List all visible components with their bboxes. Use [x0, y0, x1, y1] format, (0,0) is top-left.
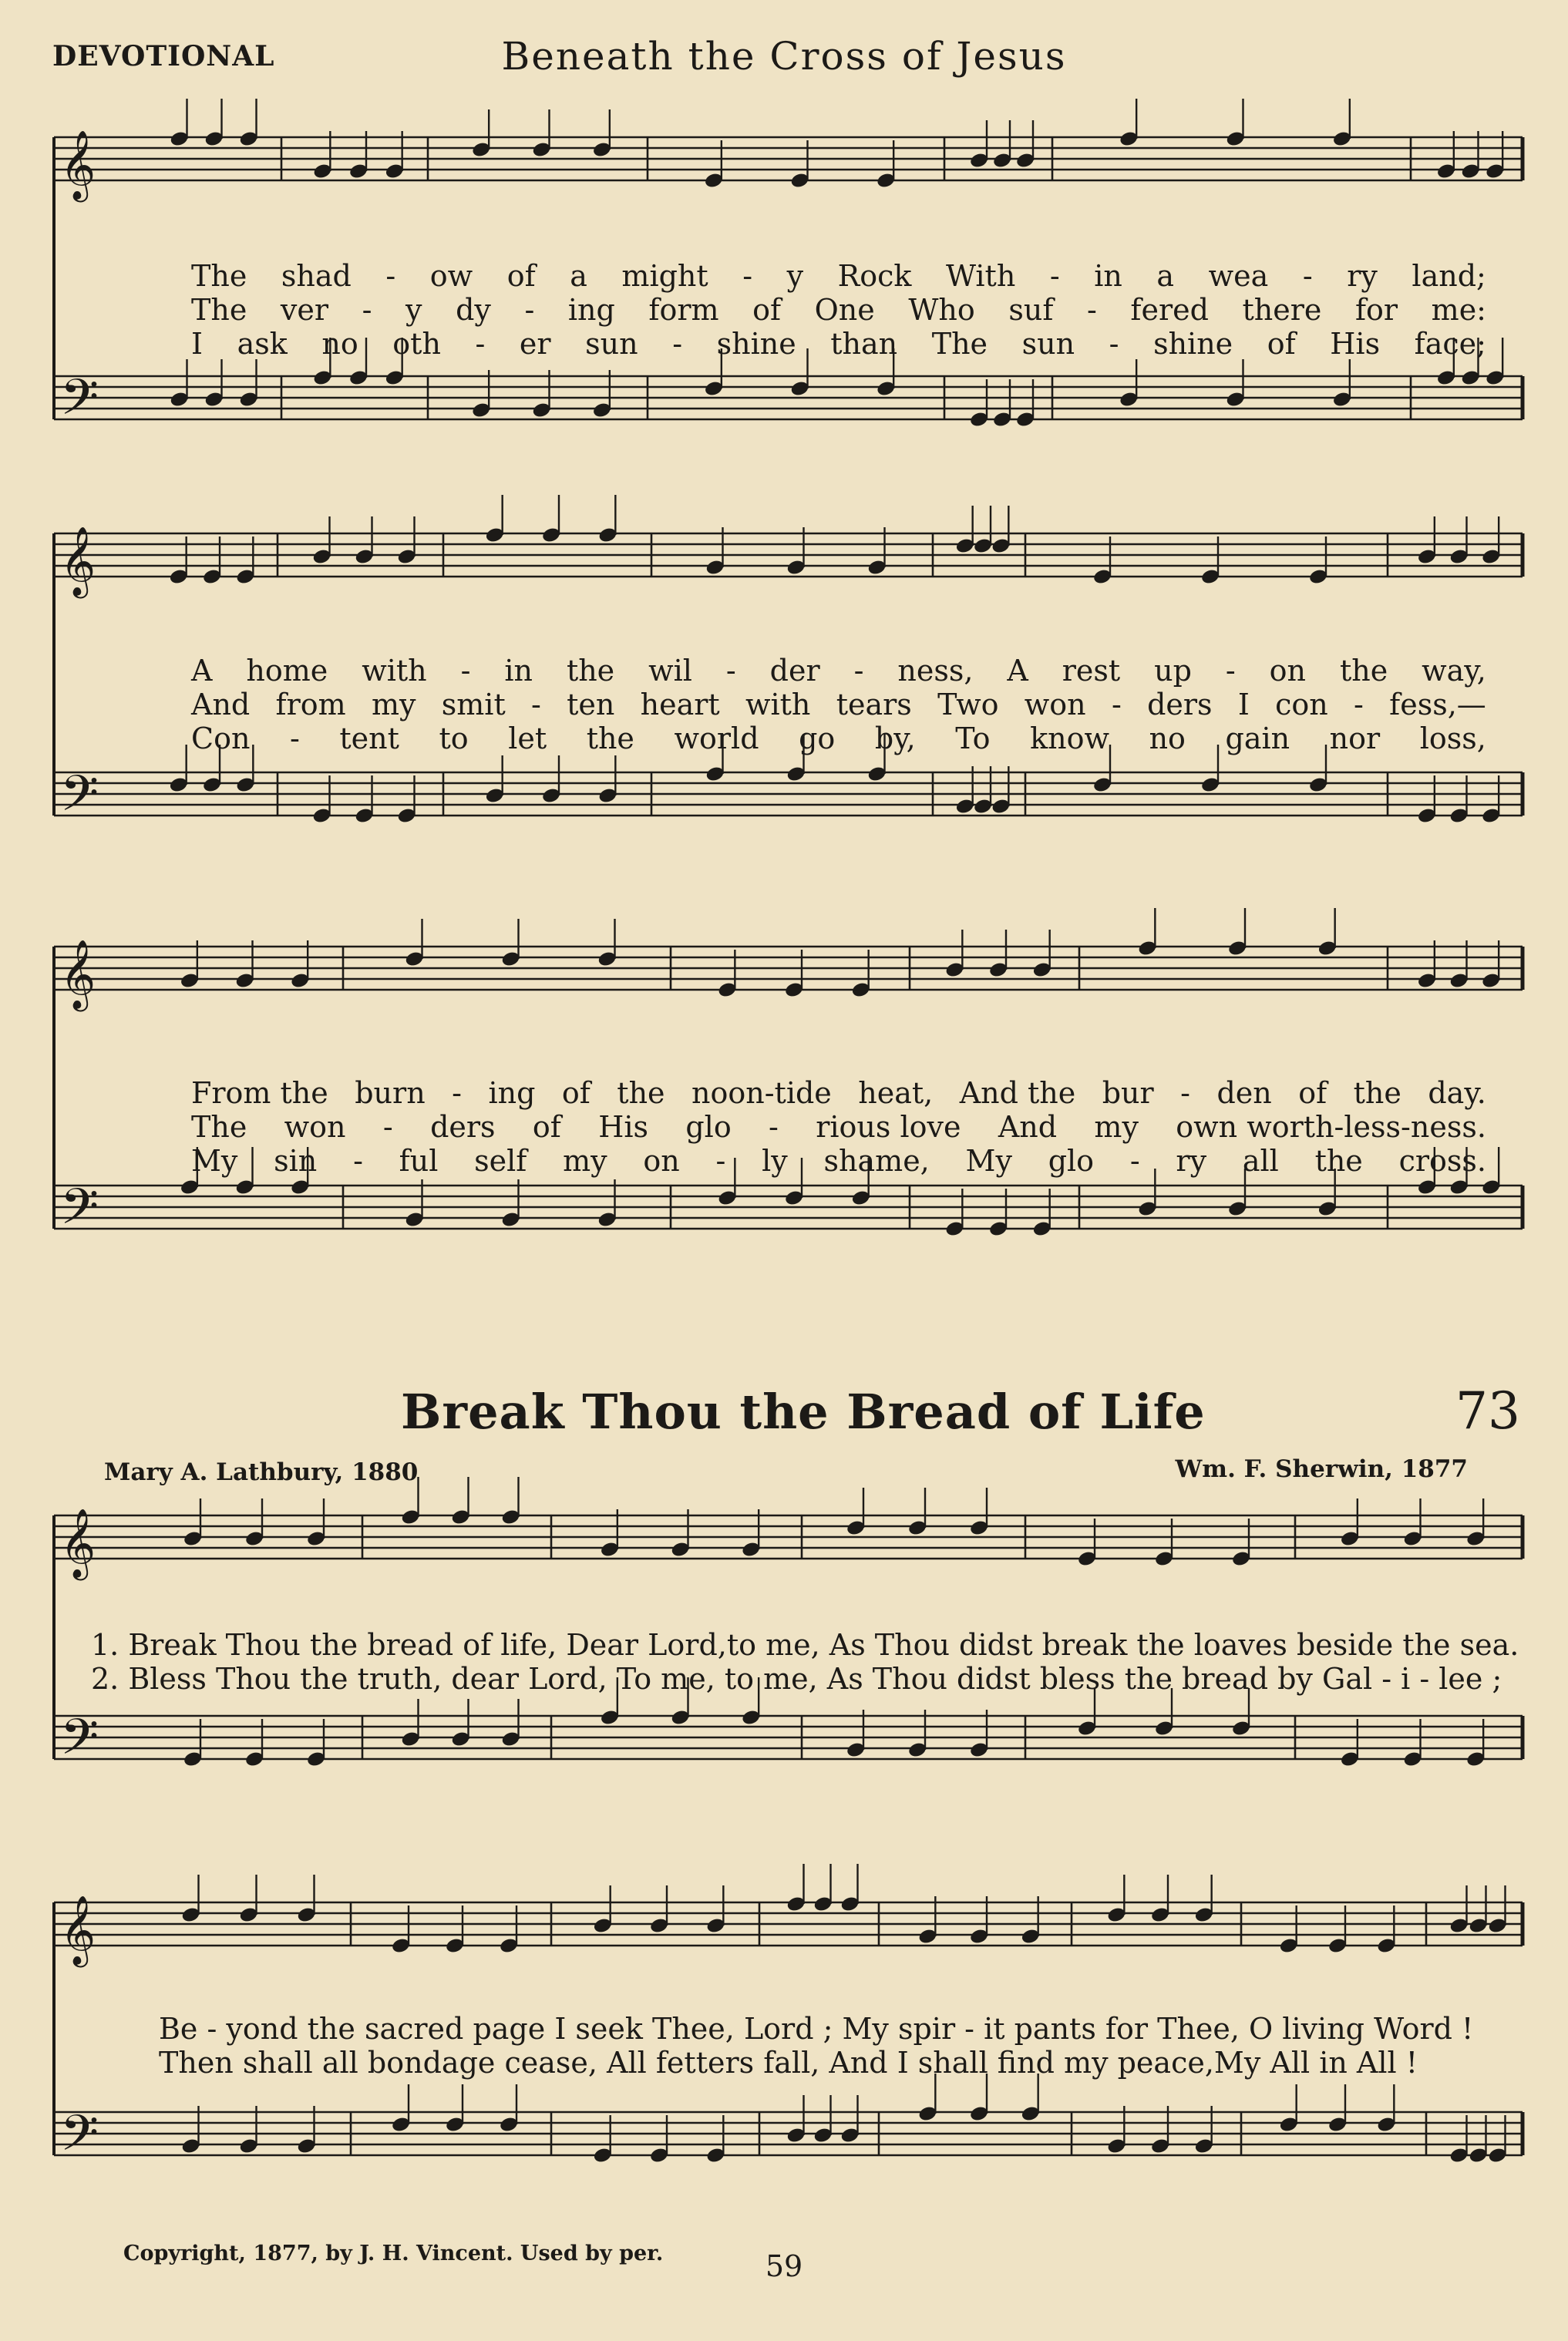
hymn2-composer: Wm. F. Sherwin, 1877 [1175, 1455, 1468, 1483]
lyric-syllable: ders [1147, 688, 1213, 721]
lyric-syllable: - [382, 1110, 393, 1144]
lyric-syllable: me: [1431, 293, 1486, 327]
lyric-syllable: rest [1062, 654, 1121, 688]
hymn1-system1-verse1 [191, 259, 1486, 293]
treble-clef-icon: 𝄞 [60, 1895, 96, 1965]
lyric-syllable: heart [640, 688, 720, 721]
lyric-syllable: no [321, 327, 358, 361]
copyright-notice: Copyright, 1877, by J. H. Vincent. Used by per. [123, 2242, 664, 2265]
lyric-syllable: glo [685, 1110, 732, 1144]
hymn2-author: Mary A. Lathbury, 1880 [104, 1458, 419, 1486]
lyric-syllable: noon-tide [691, 1076, 832, 1110]
lyric-syllable: in [504, 654, 533, 688]
lyric-syllable: - [1225, 654, 1236, 688]
hymn-number: 73 [1455, 1381, 1520, 1441]
lyric-syllable: ders [430, 1110, 496, 1144]
lyric-syllable: A [191, 654, 213, 688]
lyric-syllable: from [275, 688, 346, 721]
lyric-syllable: my [563, 1144, 607, 1178]
lyric-syllable: let [508, 721, 547, 755]
lyric-syllable: the [1314, 1144, 1363, 1178]
lyric-syllable: a [1156, 259, 1175, 293]
lyric-syllable: - [1354, 688, 1364, 721]
lyric-syllable: suf [1008, 293, 1054, 327]
lyric-syllable: ry [1347, 259, 1378, 293]
lyric-syllable: might [621, 259, 708, 293]
hymn2-verse2-line2: Then shall all bondage cease, All fetters fall, And I shall find my peace,My All in All ! [159, 2046, 1418, 2080]
lyric-syllable: wil [648, 654, 692, 688]
lyric-syllable: cross. [1398, 1144, 1486, 1178]
lyric-syllable: of [752, 293, 782, 327]
lyric-syllable: the [586, 721, 634, 755]
lyric-syllable: - [1111, 688, 1122, 721]
lyric-syllable: - [362, 293, 372, 327]
bass-clef-icon: 𝄢 [60, 765, 99, 835]
lyric-syllable: ver [280, 293, 329, 327]
hymn1-system3-verse2 [191, 1110, 1486, 1144]
lyric-syllable: - [1109, 327, 1119, 361]
lyric-syllable: with [745, 688, 811, 721]
lyric-syllable: - [715, 1144, 726, 1178]
lyric-syllable: - [725, 654, 736, 688]
lyric-syllable: with [362, 654, 427, 688]
lyric-syllable: My [965, 1144, 1012, 1178]
lyric-syllable: ly [762, 1144, 788, 1178]
lyric-syllable: wea [1208, 259, 1269, 293]
lyric-syllable: bur [1102, 1076, 1154, 1110]
lyric-syllable: rious love [816, 1110, 961, 1144]
lyric-syllable: er [519, 327, 551, 361]
lyric-syllable: Two [937, 688, 999, 721]
lyric-syllable: - [769, 1110, 779, 1144]
lyric-syllable: a [570, 259, 587, 293]
lyric-syllable: Con [191, 721, 251, 755]
lyric-syllable: there [1242, 293, 1322, 327]
lyric-syllable: To [955, 721, 991, 755]
lyric-syllable: A [1007, 654, 1028, 688]
lyric-syllable: y [405, 293, 422, 327]
lyric-syllable: own worth-less-ness. [1176, 1110, 1486, 1144]
lyric-syllable: From the [191, 1076, 328, 1110]
lyric-syllable: of [561, 1076, 591, 1110]
lyric-syllable: His [598, 1110, 648, 1144]
lyric-syllable: - [531, 688, 541, 721]
hymn1-system2-verse1 [191, 654, 1486, 688]
lyric-syllable: than [830, 327, 898, 361]
lyric-syllable: His [1330, 327, 1381, 361]
lyric-syllable: dy [456, 293, 491, 327]
lyric-syllable: The [931, 327, 988, 361]
bass-clef-icon: 𝄢 [60, 2105, 99, 2175]
lyric-syllable: of [1267, 327, 1296, 361]
lyric-syllable: - [1086, 293, 1097, 327]
lyric-syllable: ry [1176, 1144, 1207, 1178]
lyric-syllable: - [672, 327, 683, 361]
section-label: DEVOTIONAL [52, 40, 275, 72]
lyric-syllable: ten [567, 688, 615, 721]
lyric-syllable: Rock [837, 259, 912, 293]
lyric-syllable: ask [237, 327, 288, 361]
bass-clef-icon: 𝄢 [60, 1709, 99, 1778]
lyric-syllable: the [566, 654, 615, 688]
lyric-syllable: the [1339, 654, 1388, 688]
lyric-syllable: - [385, 259, 396, 293]
lyric-syllable: land; [1412, 259, 1486, 293]
lyric-syllable: all [1242, 1144, 1279, 1178]
treble-clef-icon: 𝄞 [60, 526, 96, 596]
lyric-syllable: in [1094, 259, 1122, 293]
hymn2-verse1-line1: 1. Break Thou the bread of life, Dear Lord,to me, As Thou didst break the loaves beside the sea. [91, 1628, 1519, 1662]
lyric-syllable: on [1269, 654, 1307, 688]
hymn1-system2-verse3 [191, 721, 1486, 755]
lyric-syllable: shad [281, 259, 352, 293]
bass-clef-icon: 𝄢 [60, 1179, 99, 1248]
lyric-syllable: to [439, 721, 469, 755]
lyric-syllable: home [246, 654, 328, 688]
lyric-syllable: - [524, 293, 535, 327]
lyric-syllable: no [1149, 721, 1186, 755]
lyric-syllable: - [853, 654, 864, 688]
lyric-syllable: - [475, 327, 486, 361]
lyric-syllable: - [742, 259, 753, 293]
bass-clef-icon: 𝄢 [60, 369, 99, 439]
lyric-syllable: - [353, 1144, 363, 1178]
lyric-syllable: my [1094, 1110, 1139, 1144]
lyric-syllable: shine [716, 327, 796, 361]
treble-clef-icon: 𝄞 [60, 940, 96, 1009]
lyric-syllable: ing [488, 1076, 536, 1110]
lyric-syllable: den [1216, 1076, 1272, 1110]
lyric-syllable: of [506, 259, 536, 293]
lyric-syllable: con [1275, 688, 1328, 721]
lyric-syllable: day. [1428, 1076, 1486, 1110]
lyric-syllable: go [799, 721, 836, 755]
lyric-syllable: And [191, 688, 251, 721]
lyric-syllable: shine [1153, 327, 1233, 361]
lyric-syllable: form [648, 293, 719, 327]
lyric-syllable: And the [959, 1076, 1076, 1110]
hymn2-title: Break Thou the Bread of Life [401, 1384, 1206, 1440]
lyric-syllable: One [814, 293, 875, 327]
lyric-syllable: glo [1048, 1144, 1095, 1178]
hymn1-system3-verse3 [191, 1144, 1486, 1178]
lyric-syllable: fered [1130, 293, 1209, 327]
lyric-syllable: won [284, 1110, 346, 1144]
lyric-syllable: heat, [858, 1076, 934, 1110]
lyric-syllable: The [191, 1110, 247, 1144]
lyric-syllable: gain [1225, 721, 1290, 755]
lyric-syllable: sun [1021, 327, 1075, 361]
lyric-syllable: tears [836, 688, 912, 721]
lyric-syllable: ful [399, 1144, 439, 1178]
lyric-syllable: nor [1329, 721, 1381, 755]
hymn1-system1-verse3 [191, 327, 1486, 361]
lyric-syllable: self [474, 1144, 527, 1178]
lyric-syllable: of [1298, 1076, 1327, 1110]
lyric-syllable: der [769, 654, 820, 688]
lyric-syllable: loss, [1419, 721, 1486, 755]
lyric-syllable: ness, [897, 654, 974, 688]
lyric-syllable: up [1154, 654, 1192, 688]
lyric-syllable: I [191, 327, 204, 361]
lyric-syllable: shame, [823, 1144, 930, 1178]
lyric-syllable: - [460, 654, 471, 688]
hymn1-system2-verse2 [191, 688, 1486, 721]
lyric-syllable: fess,— [1389, 688, 1486, 721]
hymn2-verse1-line2: Be - yond the sacred page I seek Thee, Lord ; My spir - it pants for Thee, O living Word ! [159, 2012, 1474, 2046]
lyric-syllable: - [1180, 1076, 1190, 1110]
lyric-syllable: by, [874, 721, 916, 755]
lyric-syllable: burn [355, 1076, 426, 1110]
lyric-syllable: And [998, 1110, 1058, 1144]
lyric-syllable: ing [567, 293, 615, 327]
lyric-syllable: face; [1414, 327, 1486, 361]
lyric-syllable: The [191, 293, 247, 327]
lyric-syllable: - [452, 1076, 462, 1110]
hymn1-title: Beneath the Cross of Jesus [501, 34, 1067, 79]
treble-clef-icon: 𝄞 [60, 1509, 96, 1578]
lyric-syllable: world [674, 721, 759, 755]
lyric-syllable: My [191, 1144, 238, 1178]
hymn2-verse2-line1: 2. Bless Thou the truth, dear Lord, To me, to me, As Thou didst bless the bread by Gal - i - lee ; [91, 1662, 1502, 1696]
hymn1-system3-verse1 [191, 1076, 1486, 1110]
lyric-syllable: on [643, 1144, 680, 1178]
lyric-syllable: I [1237, 688, 1250, 721]
page-number: 59 [765, 2249, 803, 2283]
lyric-syllable: Who [908, 293, 975, 327]
lyric-syllable: - [1302, 259, 1313, 293]
lyric-syllable: - [1049, 259, 1060, 293]
lyric-syllable: the [617, 1076, 665, 1110]
lyric-syllable: - [290, 721, 300, 755]
lyric-syllable: the [1353, 1076, 1401, 1110]
lyric-syllable: - [1129, 1144, 1140, 1178]
lyric-syllable: know [1030, 721, 1110, 755]
lyric-syllable: sin [274, 1144, 318, 1178]
lyric-syllable: The [191, 259, 247, 293]
lyric-syllable: smit [441, 688, 506, 721]
hymn1-system1-verse2 [191, 293, 1486, 327]
lyric-syllable: my [371, 688, 416, 721]
lyric-syllable: sun [585, 327, 638, 361]
lyric-syllable: won [1024, 688, 1086, 721]
treble-clef-icon: 𝄞 [60, 130, 96, 200]
lyric-syllable: of [532, 1110, 561, 1144]
lyric-syllable: oth [392, 327, 441, 361]
lyric-syllable: ow [429, 259, 473, 293]
lyric-syllable: for [1354, 293, 1398, 327]
lyric-syllable: With [946, 259, 1016, 293]
lyric-syllable: way, [1422, 654, 1486, 688]
lyric-syllable: tent [339, 721, 399, 755]
lyric-syllable: y [786, 259, 804, 293]
